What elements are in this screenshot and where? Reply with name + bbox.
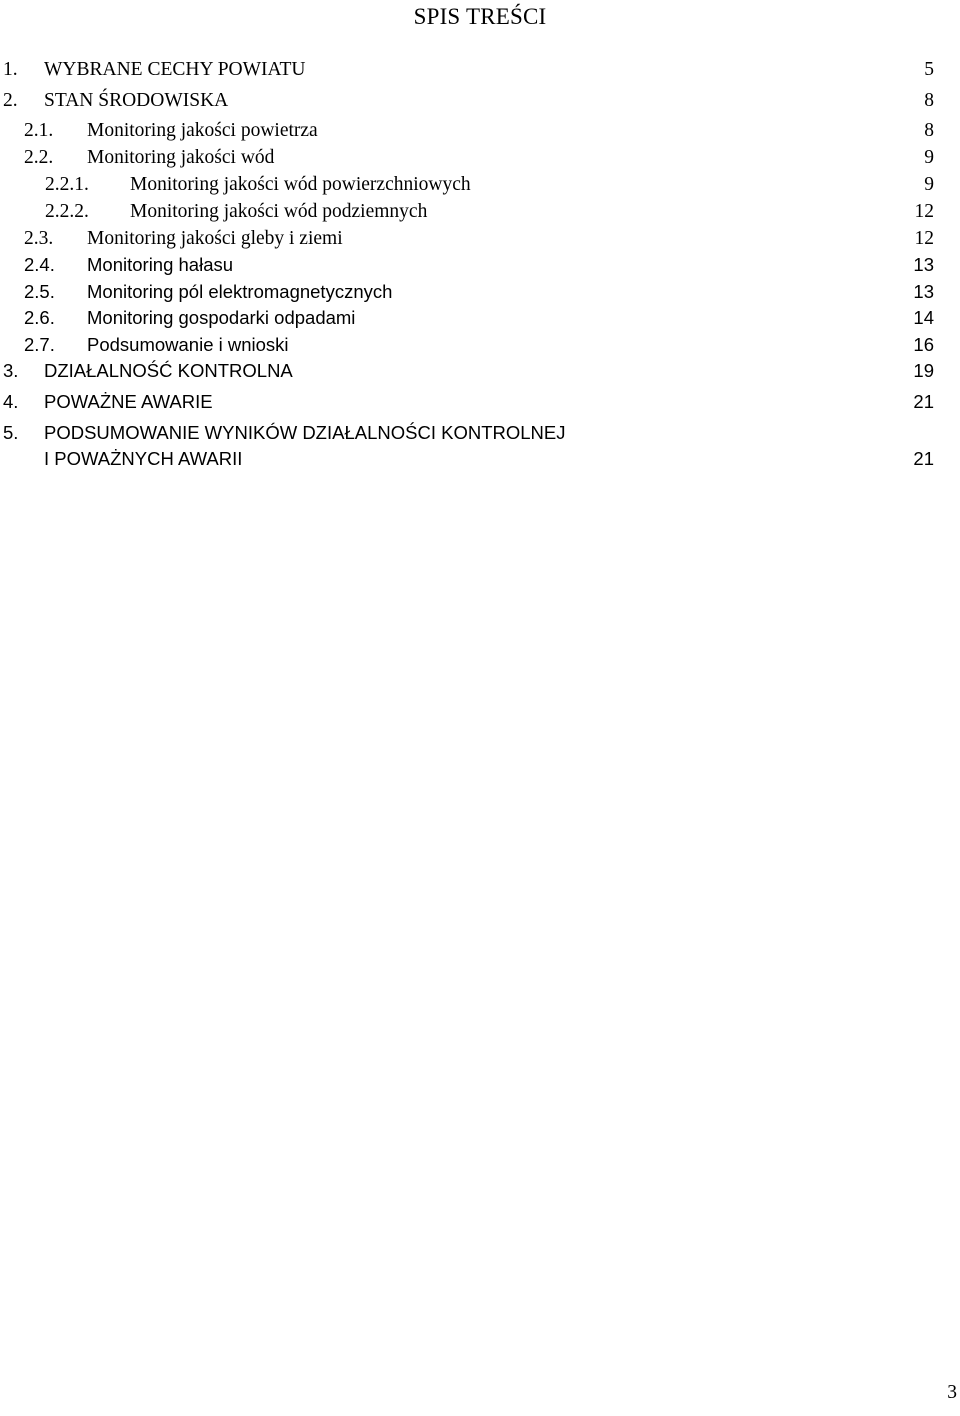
toc-entry-page: 19 xyxy=(913,360,934,381)
toc-entry-title: Monitoring pól elektromagnetycznych xyxy=(87,281,393,302)
toc-entry-page: 5 xyxy=(924,59,934,80)
toc-entry-title: STAN ŚRODOWISKA xyxy=(44,90,229,111)
page-number: 3 xyxy=(947,1382,957,1403)
toc-entry-2-6[interactable] xyxy=(0,305,960,331)
toc-entry-title: DZIAŁALNOŚĆ KONTROLNA xyxy=(44,360,293,381)
toc-entry-title: Monitoring jakości wód xyxy=(87,147,275,168)
toc-entry-2[interactable] xyxy=(0,88,960,114)
toc-entry-title: Monitoring hałasu xyxy=(87,254,234,275)
toc-entry-title-continued: I POWAŻNYCH AWARII xyxy=(44,448,243,469)
toc-entry-page: 14 xyxy=(913,307,934,328)
toc-entry-2-1[interactable] xyxy=(0,118,960,144)
toc-entry-title: WYBRANE CECHY POWIATU xyxy=(44,59,306,80)
toc-entry-number: 2.2.1. xyxy=(45,174,89,195)
toc-entry-page: 21 xyxy=(913,391,934,412)
toc-entry-2-4[interactable] xyxy=(0,252,960,278)
toc-entry-5[interactable] xyxy=(0,420,960,472)
toc-entry-page: 9 xyxy=(924,174,934,195)
toc-entry-number: 2.3. xyxy=(24,228,54,249)
toc-entry-page: 16 xyxy=(913,334,934,355)
toc-entry-number: 2.4. xyxy=(24,254,55,275)
toc-entry-title: Podsumowanie i wnioski xyxy=(87,334,289,355)
toc-entry-2-2-1[interactable] xyxy=(0,172,960,198)
toc-entry-number: 2.2. xyxy=(24,147,54,168)
toc-entry-title: Monitoring gospodarki odpadami xyxy=(87,307,356,328)
toc-entry-title: Monitoring jakości gleby i ziemi xyxy=(87,228,343,249)
toc-entry-title: Monitoring jakości wód powierzchniowych xyxy=(130,174,471,195)
toc-entry-page: 12 xyxy=(914,201,934,222)
toc-entry-number: 4. xyxy=(3,391,19,412)
page-title: SPIS TREŚCI xyxy=(413,4,547,29)
toc-entry-page: 13 xyxy=(913,254,934,275)
toc-entry-1[interactable] xyxy=(0,57,960,83)
toc-entry-title: Monitoring jakości powietrza xyxy=(87,120,318,141)
toc-entry-page: 9 xyxy=(924,147,934,168)
toc-entry-number: 2.6. xyxy=(24,307,55,328)
toc-entry-4[interactable] xyxy=(0,389,960,415)
toc-entry-page: 21 xyxy=(913,448,934,469)
toc-entry-title: POWAŻNE AWARIE xyxy=(44,391,213,412)
toc-entry-2-3[interactable] xyxy=(0,226,960,252)
toc-entry-title: PODSUMOWANIE WYNIKÓW DZIAŁALNOŚCI KONTROLNEJ xyxy=(44,422,566,443)
toc-entry-number: 2.7. xyxy=(24,334,55,355)
toc-entry-title: Monitoring jakości wód podziemnych xyxy=(130,201,428,222)
toc-entry-number: 2.5. xyxy=(24,281,55,302)
toc-entry-page: 8 xyxy=(924,90,934,111)
toc-entry-number: 2.1. xyxy=(24,120,54,141)
toc-entry-page: 12 xyxy=(914,228,934,249)
toc-entry-2-2-2[interactable] xyxy=(0,199,960,225)
toc-entry-number: 5. xyxy=(3,422,19,443)
toc-entry-2-2[interactable] xyxy=(0,145,960,171)
toc-entry-number: 3. xyxy=(3,360,19,381)
toc-entry-page: 8 xyxy=(924,120,934,141)
toc-entry-page: 13 xyxy=(913,281,934,302)
toc-entry-2-5[interactable] xyxy=(0,279,960,305)
toc-entry-number: 2. xyxy=(3,90,18,111)
toc-entry-number: 2.2.2. xyxy=(45,201,89,222)
toc-entry-2-7[interactable] xyxy=(0,332,960,358)
toc-entry-number: 1. xyxy=(3,59,18,80)
toc-entry-3[interactable] xyxy=(0,358,960,384)
